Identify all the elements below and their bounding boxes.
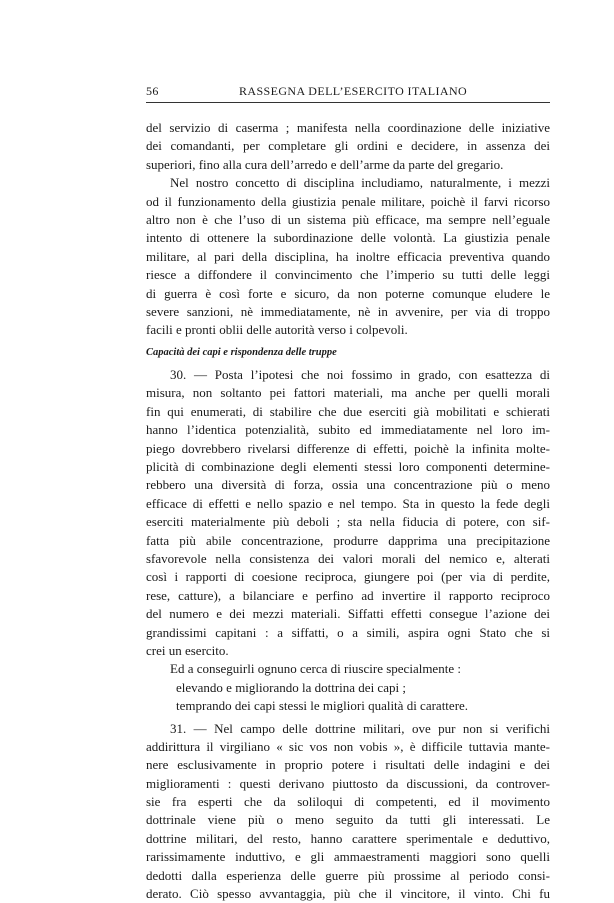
text-line: militare, al pari della disciplina, ha inoltre efficacia preventiva quando xyxy=(146,248,550,264)
section-heading: Capacità dei capi e rispondenza delle truppe xyxy=(146,346,337,358)
text-line: elevando e migliorando la dottrina dei capi ; xyxy=(176,679,406,695)
text-line: riesce a diffondere il convincimento che l’imperio su tutti delle leggi xyxy=(146,267,550,283)
text-line: misura, non soltanto pei fattori materiali, ma anche per quelli morali xyxy=(146,385,550,401)
text-line: dottrinale viene più o meno seguito da tutti gli interessati. Le xyxy=(146,812,550,828)
text-line: del numero e dei mezzi materiali. Siffatti effetti consegue l’azione dei xyxy=(146,606,550,622)
text-line: crei un esercito. xyxy=(146,642,229,658)
text-line: nere esclusivamente in proprio potere i risultati delle indagini e dei xyxy=(146,757,550,773)
text-line: Nel nostro concetto di disciplina includiamo, naturalmente, i mezzi xyxy=(170,175,550,191)
text-line: plicità di combinazione degli elementi stessi loro componenti determine- xyxy=(146,459,550,475)
text-line: addirittura il virgiliano « sic vos non vobis », è difficile tuttavia mante- xyxy=(146,738,550,754)
page-header xyxy=(146,84,546,102)
text-line: così i rapporti di coesione reciproca, giungere poi (per via di perdite, xyxy=(146,569,550,585)
text-line: sie fra esperti che da soliloqui di competenti, ed il movimento xyxy=(146,794,550,810)
text-line: rebbero una diversità di forza, ossia una concentrazione più o meno xyxy=(146,477,550,493)
text-line: dottrine militari, del resto, hanno carattere sperimentale e deduttivo, xyxy=(146,830,550,846)
text-line: superiori, fino alla cura dell’arredo e dell’arme da parte del gregario. xyxy=(146,156,504,172)
text-line: miglioramenti : questi derivano piuttosto da discussioni, da controver- xyxy=(146,775,550,791)
text-line: di guerra è così forte e sicuro, da non poterne comunque eludere le xyxy=(146,285,550,301)
text-line: rarissimamente induttivo, e gli ammaestramenti maggiori sono quelli xyxy=(146,849,550,865)
text-line: altro non è che l’uso di un sistema più efficace, ma sempre nell’eguale xyxy=(146,211,550,227)
text-line: piego dovrebbero rivelarsi differenze di effetti, poichè la infinita molte- xyxy=(146,440,550,456)
text-line: facili e pronti oblii delle autorità verso i colpevoli. xyxy=(146,322,408,338)
text-line: temprando dei capi stessi le migliori qualità di carattere. xyxy=(176,698,469,714)
text-line: fatta più abile concentrazione, produrre dapprima una precipitazione xyxy=(146,532,550,548)
text-line: Ed a conseguirli ognuno cerca di riuscire specialmente : xyxy=(170,661,461,677)
text-line: grandissimi capitani : a siffatti, o a simili, aspira ogni Stato che si xyxy=(146,624,550,640)
running-head: RASSEGNA DELL’ESERCITO ITALIANO xyxy=(239,84,468,98)
text-line: eserciti materialmente più deboli ; sta nella fiducia di potere, con sif- xyxy=(146,514,550,530)
text-line: dei comandanti, per completare gli ordini e decidere, in assenza dei xyxy=(146,138,550,154)
text-line: sfavorevole nella consistenza dei valori morali del nemico e, alterati xyxy=(146,550,550,566)
body-text xyxy=(146,119,550,903)
text-line: del servizio di caserma ; manifesta nella coordinazione delle iniziative xyxy=(146,120,550,135)
text-line: 31. — Nel campo delle dottrine militari, ove pur non si verifichi xyxy=(170,720,550,736)
text-line: efficace di effetti e nello spazio e nel tempo. Sta in questo la fede degli xyxy=(146,495,550,511)
text-line: hanno l’identica potenzialità, subito ed immediatamente nel loro im- xyxy=(146,422,550,438)
text-line: 30. — Posta l’ipotesi che noi fossimo in grado, con esattezza di xyxy=(170,367,550,383)
text-line: derato. Ciò spesso avvantaggia, più che il vincitore, il vinto. Chi fu xyxy=(146,886,550,902)
page-number: 56 xyxy=(146,84,159,98)
text-line: od il funzionamento della giustizia penale militare, poichè il farvi ricorso xyxy=(146,193,550,209)
text-line: fin qui enumerati, di stabilire che due eserciti già mobilitati e schierati xyxy=(146,403,550,419)
text-line: rese, catture), a bilanciare e perfino ad invertire il rapporto reciproco xyxy=(146,587,550,603)
text-line: severe sanzioni, nè immediatamente, nè in avvenire, per via di troppo xyxy=(146,303,550,319)
text-line: intento di ottenere la subordinazione delle volontà. La giustizia penale xyxy=(146,230,550,246)
header-rule xyxy=(146,102,550,103)
text-line: dedotti dalla esperienza delle guerre più prossime al periodo consi- xyxy=(146,867,550,883)
